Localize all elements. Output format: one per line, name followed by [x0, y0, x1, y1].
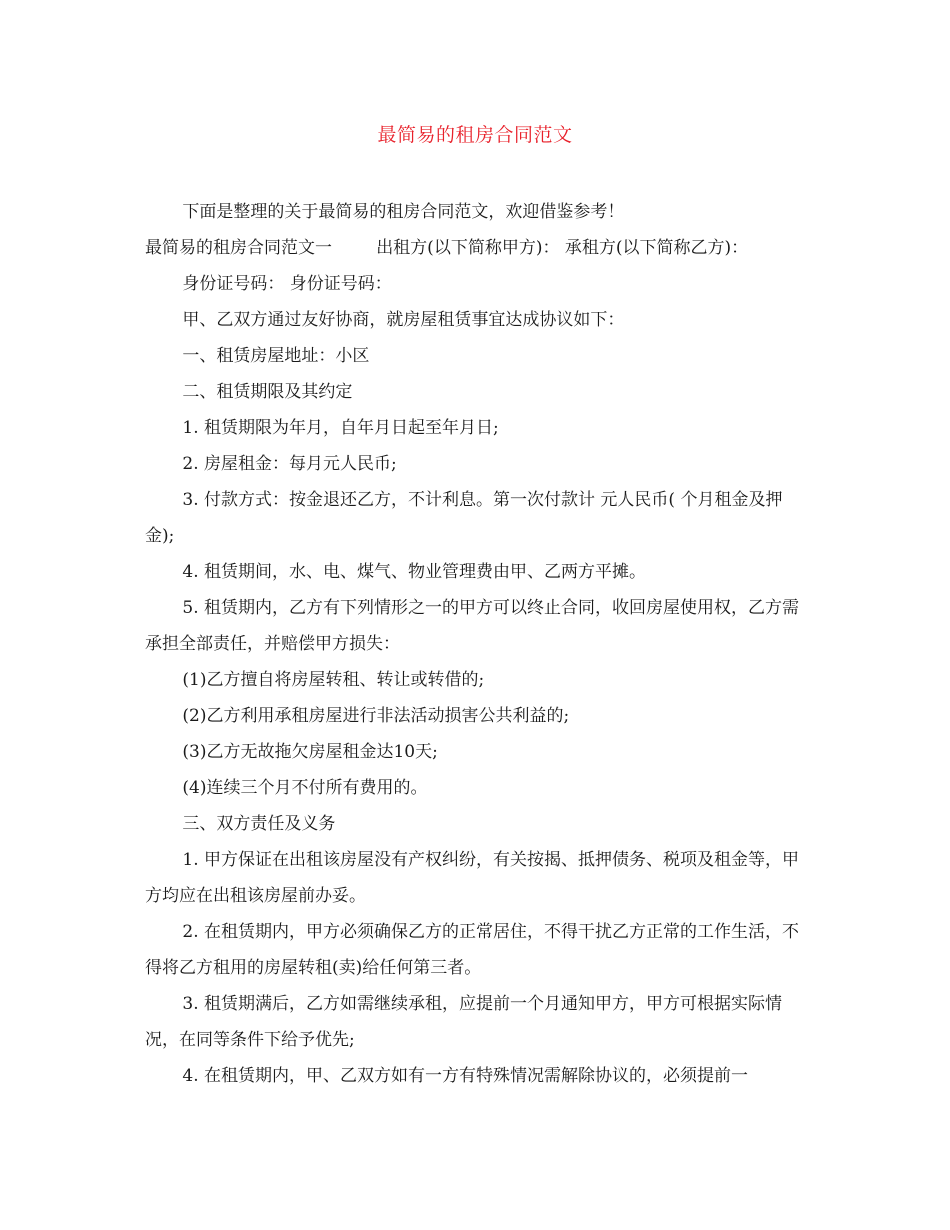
- document-body: [145, 194, 810, 1094]
- section-heading-term: 二、租赁期限及其约定: [182, 382, 353, 402]
- section-heading-address: 一、租赁房屋地址：小区: [182, 346, 370, 366]
- sub-clause-1: (1)乙方擅自将房屋转租、转让或转借的;: [182, 670, 485, 690]
- clause-3-4: 4. 在租赁期内，甲、乙双方如有一方有特殊情况需解除协议的，必须提前一: [182, 1066, 749, 1086]
- contract-heading-left: 最简易的租房合同范文一: [145, 238, 332, 258]
- clause-3-3: 3. 租赁期满后，乙方如需继续承租，应提前一个月通知甲方，甲方可根据实际情况，在同等条件下给予优先;: [145, 994, 783, 1050]
- sub-clause-4: (4)连续三个月不付所有费用的。: [182, 778, 428, 798]
- document-title: 最简易的租房合同范文: [377, 124, 573, 146]
- agreement-paragraph: 甲、乙双方通过友好协商，就房屋租赁事宜达成协议如下：: [182, 310, 625, 330]
- clause-3-2: 2. 在租赁期内，甲方必须确保乙方的正常居住，不得干扰乙方正常的工作生活，不得将乙方租用的房屋转租(卖)给任何第三者。: [145, 922, 800, 978]
- clause-2-2: 2. 房屋租金：每月元人民币;: [182, 454, 397, 474]
- intro-paragraph: 下面是整理的关于最简易的租房合同范文，欢迎借鉴参考！: [182, 202, 625, 222]
- contract-heading-line: [145, 230, 810, 266]
- clause-2-4: 4. 租赁期间，水、电、煤气、物业管理费由甲、乙两方平摊。: [182, 562, 647, 582]
- clause-3-1: 1. 甲方保证在出租该房屋没有产权纠纷，有关按揭、抵押债务、税项及租金等，甲方均应在出租该房屋前办妥。: [145, 850, 800, 906]
- id-number-line: 身份证号码： 身份证号码：: [182, 274, 392, 294]
- section-heading-duties: 三、双方责任及义务: [182, 814, 336, 834]
- sub-clause-2: (2)乙方利用承租房屋进行非法活动损害公共利益的;: [182, 706, 570, 726]
- clause-2-3: 3. 付款方式：按金退还乙方，不计利息。第一次付款计 元人民币( 个月租金及押金);: [145, 490, 783, 546]
- clause-2-1: 1. 租赁期限为年月，自年月日起至年月日;: [182, 418, 499, 438]
- clause-2-5: 5. 租赁期内，乙方有下列情形之一的甲方可以终止合同，收回房屋使用权，乙方需承担全部责任，并赔偿甲方损失：: [145, 598, 800, 654]
- sub-clause-3: (3)乙方无故拖欠房屋租金达10天;: [182, 742, 438, 762]
- contract-heading-right: 出租方(以下简称甲方)： 承租方(以下简称乙方)：: [376, 238, 749, 258]
